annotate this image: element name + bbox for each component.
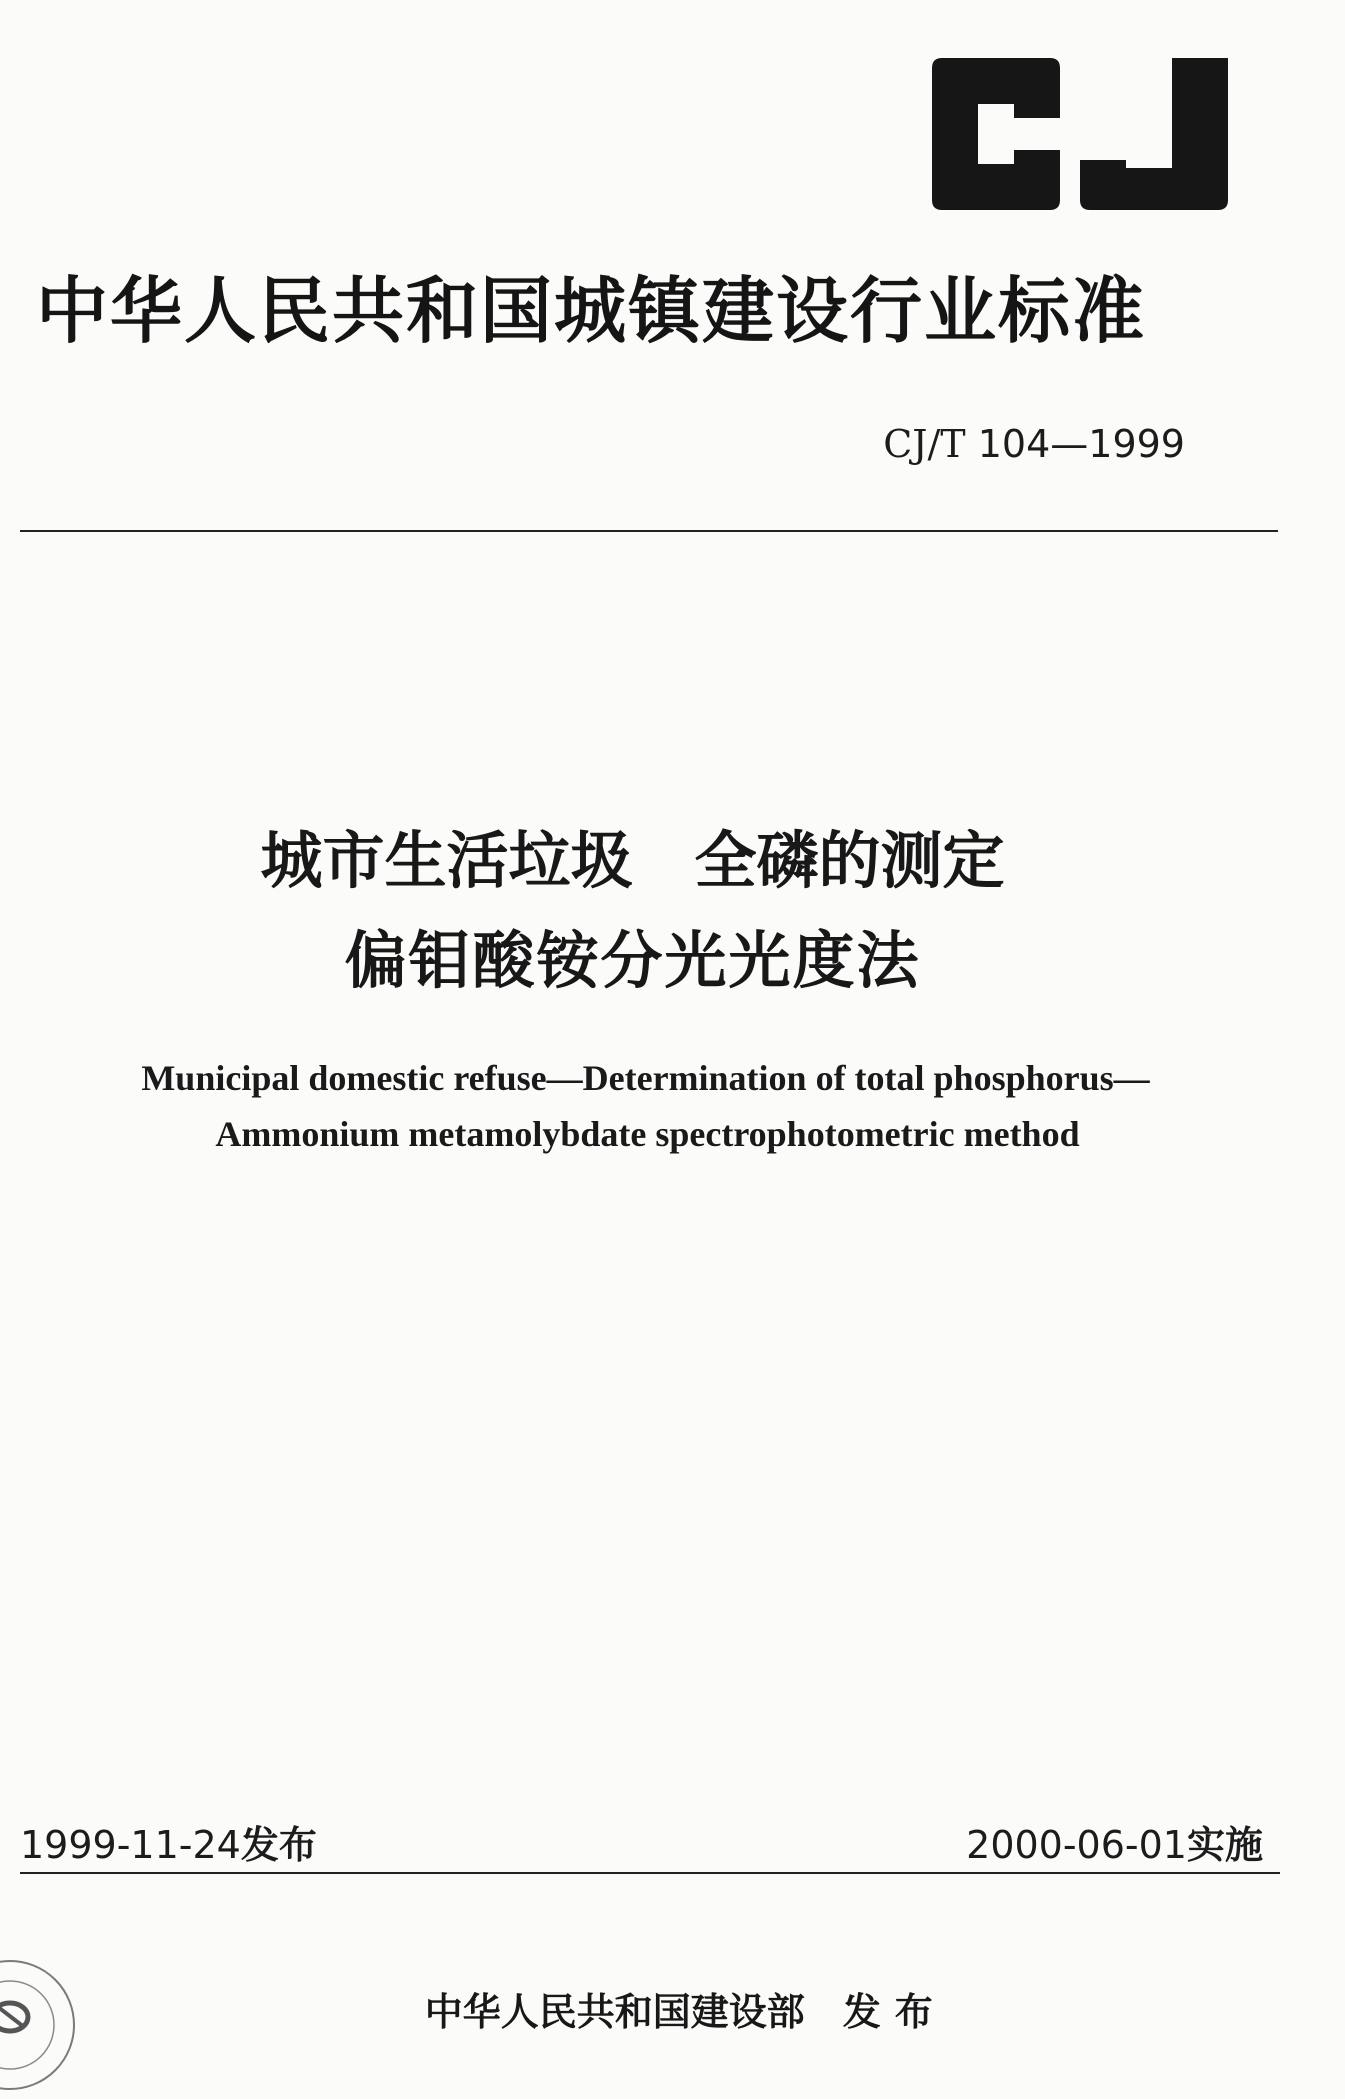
bottom-divider	[20, 1872, 1280, 1874]
publisher-action: 发布	[842, 1990, 947, 2034]
issue-date	[20, 1823, 317, 1867]
standard-code: 104—1999	[977, 422, 1185, 466]
anti-counterfeit-seal	[0, 1955, 80, 2099]
header-title: 中华人民共和国城镇建设行业标准	[36, 269, 1147, 353]
title-en-line2: Ammonium metamolybdate spectrophotometric method	[215, 1114, 1080, 1154]
implementation-date	[966, 1823, 1263, 1867]
top-divider	[20, 530, 1278, 532]
issue-date-value: 1999-11-24	[20, 1823, 241, 1867]
publisher	[0, 1955, 1345, 2034]
publisher-name: 中华人民共和国建设部	[424, 1990, 805, 2034]
title-en-line1: Municipal domestic refuse—Determination of total phosphorus—	[141, 1058, 1150, 1098]
cj-logo	[932, 58, 1228, 210]
issue-label: 发布	[240, 1823, 317, 1867]
title-cn-line1: 城市生活垃圾 全磷的测定	[260, 824, 1005, 897]
standard-prefix: CJ/T	[883, 422, 966, 466]
standard-number	[883, 422, 1185, 466]
title-cn-line2: 偏钼酸铵分光光度法	[344, 924, 921, 997]
impl-date-value: 2000-06-01	[966, 1823, 1187, 1867]
impl-label: 实施	[1186, 1823, 1263, 1867]
